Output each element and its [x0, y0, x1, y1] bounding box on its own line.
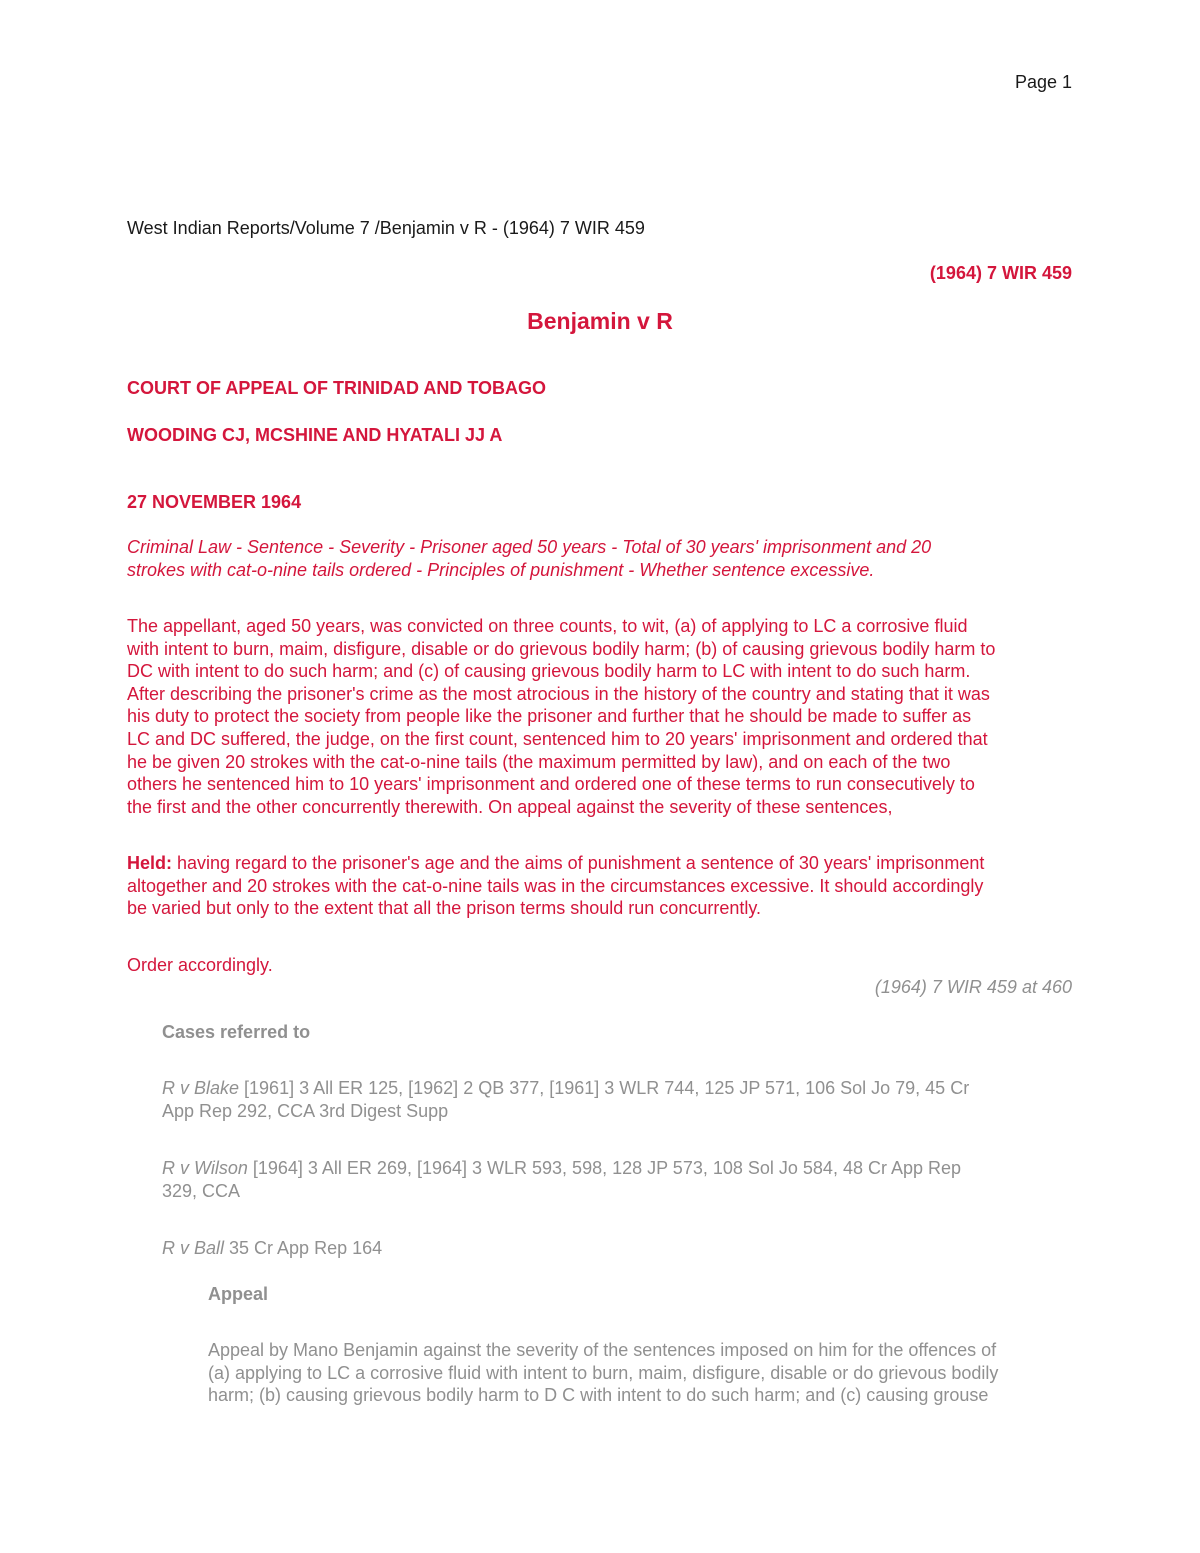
headnote-line: LC and DC suffered, the judge, on the first count, sentenced him to 20 years' imprisonment and ordered that	[127, 728, 988, 749]
case-name: R v Ball	[162, 1238, 225, 1258]
case-reference-wilson	[162, 1157, 961, 1202]
case-citation: (1964) 7 WIR 459	[929, 263, 1072, 283]
headnote-line: he be given 20 strokes with the cat-o-nine tails (the maximum permitted by law), and on each of the two	[127, 751, 951, 772]
held-label: Held:	[127, 853, 172, 873]
held-paragraph	[127, 852, 984, 920]
appeal-heading: Appeal	[208, 1284, 269, 1304]
appeal-paragraph	[208, 1339, 998, 1407]
case-citation-text: [1964] 3 All ER 269, [1964] 3 WLR 593, 598, 128 JP 573, 108 Sol Jo 584, 48 Cr App Rep	[247, 1158, 962, 1178]
headnote-line: DC with intent to do such harm; and (c) of causing grievous bodily harm to LC with intent to do such harm.	[127, 661, 971, 682]
headnote-line: with intent to burn, maim, disfigure, disable or do grievous bodily harm; (b) of causing grievous bodily harm to	[127, 638, 996, 659]
held-text: having regard to the prisoner's age and the aims of punishment a sentence of 30 years' imprisonment	[172, 853, 985, 873]
page-number: Page 1	[1014, 72, 1072, 92]
citation-header: West Indian Reports/Volume 7 /Benjamin v R - (1964) 7 WIR 459	[127, 218, 645, 238]
headnote-paragraph	[127, 615, 995, 818]
headnote-line: the first and the other concurrently therewith. On appeal against the severity of these sentences,	[127, 796, 893, 817]
appeal-line: harm; (b) causing grievous bodily harm to D C with intent to do such harm; and (c) causing grouse	[208, 1385, 989, 1406]
case-citation-continuation: 329, CCA	[162, 1180, 241, 1201]
case-citation-continuation: App Rep 292, CCA 3rd Digest Supp	[162, 1100, 449, 1121]
appeal-line: (a) applying to LC a corrosive fluid with intent to burn, maim, disfigure, disable or do grievous bodily	[208, 1362, 999, 1383]
judges: WOODING CJ, MCSHINE AND HYATALI JJ A	[127, 425, 503, 445]
appeal-line: Appeal by Mano Benjamin against the severity of the sentences imposed on him for the offences of	[208, 1340, 997, 1360]
headnote-line: The appellant, aged 50 years, was convicted on three counts, to wit, (a) of applying to LC a corrosive fluid	[127, 616, 968, 636]
order-text: Order accordingly.	[127, 955, 273, 975]
case-reference-blake	[162, 1077, 969, 1122]
case-citation-text: [1961] 3 All ER 125, [1962] 2 QB 377, [1961] 3 WLR 744, 125 JP 571, 106 Sol Jo 79, 45 Cr	[239, 1078, 970, 1098]
decision-date: 27 NOVEMBER 1964	[127, 492, 302, 512]
case-name: R v Wilson	[162, 1158, 248, 1178]
held-line: be varied but only to the extent that all the prison terms should run concurrently.	[127, 898, 762, 919]
court-name: COURT OF APPEAL OF TRINIDAD AND TOBAGO	[127, 378, 547, 398]
cases-heading: Cases referred to	[162, 1022, 311, 1042]
page-reference: (1964) 7 WIR 459 at 460	[874, 977, 1072, 997]
held-line: altogether and 20 strokes with the cat-o-nine tails was in the circumstances excessive. It should accordingly	[127, 875, 984, 896]
headnote-line: others he sentenced him to 10 years' imprisonment and ordered one of these terms to run consecutively to	[127, 774, 975, 795]
case-title: Benjamin v R	[527, 308, 673, 334]
catchwords-line: Criminal Law - Sentence - Severity - Prisoner aged 50 years - Total of 30 years' imprisonment and 20	[127, 537, 932, 557]
headnote-line: After describing the prisoner's crime as the most atrocious in the history of the country and stating that it was	[127, 683, 990, 704]
catchwords-line: strokes with cat-o-nine tails ordered - Principles of punishment - Whether sentence excessive.	[127, 559, 875, 580]
case-name: R v Blake	[162, 1078, 240, 1098]
headnote-line: his duty to protect the society from people like the prisoner and further that he should be made to suffer as	[127, 706, 972, 727]
case-citation-text: 35 Cr App Rep 164	[224, 1238, 383, 1258]
case-reference-ball	[162, 1237, 382, 1260]
catchwords	[127, 536, 931, 581]
